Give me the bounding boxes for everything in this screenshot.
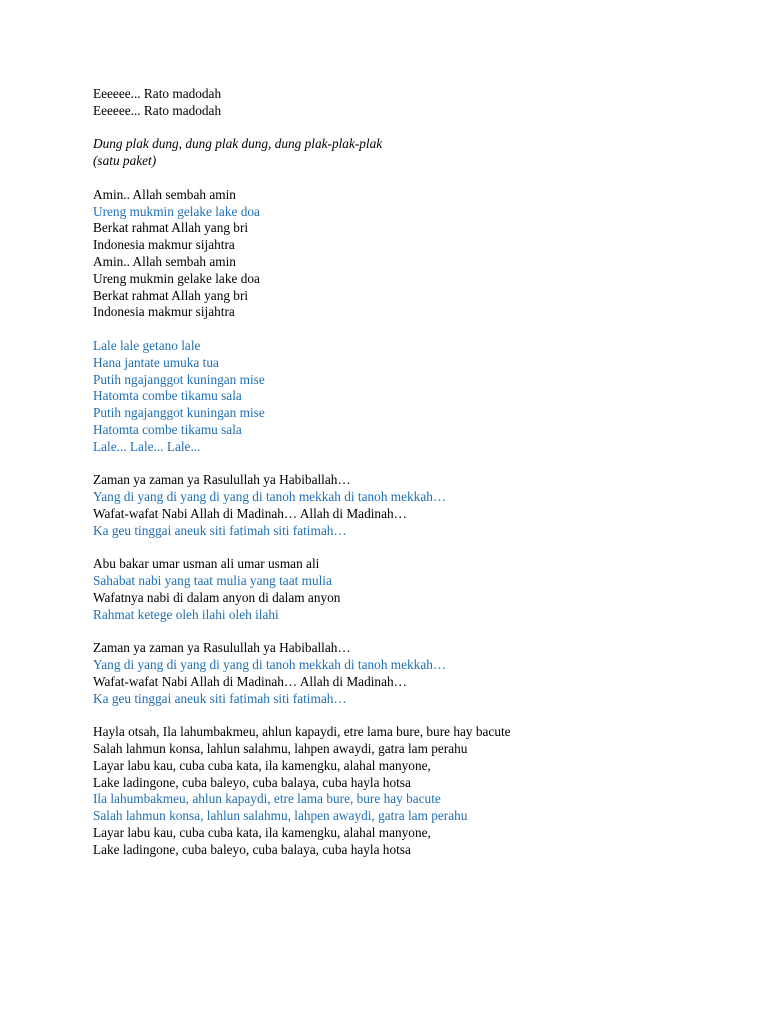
lyric-line: Salah lahmun konsa, lahlun salahmu, lahpen awaydi, gatra lam perahu (93, 808, 468, 824)
lyric-line: Salah lahmun konsa, lahlun salahmu, lahpen awaydi, gatra lam perahu (93, 741, 468, 757)
lyric-line: Wafat-wafat Nabi Allah di Madinah… Allah di Madinah… (93, 505, 407, 521)
lyric-line: Ka geu tinggai aneuk siti fatimah siti fatimah… (93, 522, 347, 538)
lyric-line: Rahmat ketege oleh ilahi oleh ilahi (93, 606, 279, 622)
lyric-line: Lake ladingone, cuba baleyo, cuba balaya, cuba hayla hotsa (93, 841, 411, 857)
lyric-line: Hatomta combe tikamu sala (93, 421, 242, 437)
lyric-line: Ureng mukmin gelake lake doa (93, 270, 260, 286)
stanza (93, 338, 728, 456)
lyric-line: Indonesia makmur sijahtra (93, 237, 235, 253)
lyric-line: Dung plak dung, dung plak dung, dung plak-plak-plak (93, 136, 383, 152)
lyric-line: Berkat rahmat Allah yang bri (93, 287, 249, 303)
lyric-line: Amin.. Allah sembah amin (93, 253, 236, 269)
stanza (93, 187, 728, 321)
stanza (93, 136, 728, 170)
lyric-line: Eeeeee... Rato madodah (93, 102, 222, 118)
lyric-line: (satu paket) (93, 153, 157, 169)
lyric-line: Wafatnya nabi di dalam anyon di dalam anyon (93, 589, 341, 605)
lyric-line: Putih ngajanggot kuningan mise (93, 405, 265, 421)
lyric-line: Eeeeee... Rato madodah (93, 86, 222, 101)
lyric-line: Yang di yang di yang di yang di tanoh mekkah di tanoh mekkah… (93, 489, 447, 505)
stanza (93, 556, 728, 623)
lyric-line: Wafat-wafat Nabi Allah di Madinah… Allah di Madinah… (93, 673, 407, 689)
stanza (93, 724, 728, 858)
lyric-line: Lale lale getano lale (93, 337, 201, 353)
lyric-line: Hana jantate umuka tua (93, 354, 219, 370)
lyric-line: Sahabat nabi yang taat mulia yang taat mulia (93, 573, 332, 589)
lyric-line: Ila lahumbakmeu, ahlun kapaydi, etre lama bure, bure hay bacute (93, 791, 441, 807)
lyric-line: Layar labu kau, cuba cuba kata, ila kamengku, alahal manyone, (93, 757, 431, 773)
lyric-line: Ureng mukmin gelake lake doa (93, 203, 260, 219)
lyric-line: Zaman ya zaman ya Rasulullah ya Habiballah… (93, 640, 351, 656)
lyric-line: Yang di yang di yang di yang di tanoh mekkah di tanoh mekkah… (93, 657, 447, 673)
lyric-line: Indonesia makmur sijahtra (93, 304, 235, 320)
stanza (93, 86, 728, 120)
lyrics-page (93, 86, 728, 875)
lyric-line: Hatomta combe tikamu sala (93, 388, 242, 404)
lyric-line: Zaman ya zaman ya Rasulullah ya Habiballah… (93, 472, 351, 488)
stanza (93, 472, 728, 539)
lyric-line: Berkat rahmat Allah yang bri (93, 220, 249, 236)
stanza (93, 640, 728, 707)
lyric-line: Ka geu tinggai aneuk siti fatimah siti fatimah… (93, 690, 347, 706)
lyric-line: Putih ngajanggot kuningan mise (93, 371, 265, 387)
lyric-line: Amin.. Allah sembah amin (93, 186, 236, 202)
lyric-line: Hayla otsah, Ila lahumbakmeu, ahlun kapaydi, etre lama bure, bure hay bacute (93, 724, 511, 740)
lyric-line: Abu bakar umar usman ali umar usman ali (93, 556, 320, 572)
lyric-line: Lake ladingone, cuba baleyo, cuba balaya, cuba hayla hotsa (93, 774, 411, 790)
lyric-line: Lale... Lale... Lale... (93, 438, 201, 454)
lyric-line: Layar labu kau, cuba cuba kata, ila kamengku, alahal manyone, (93, 825, 431, 841)
